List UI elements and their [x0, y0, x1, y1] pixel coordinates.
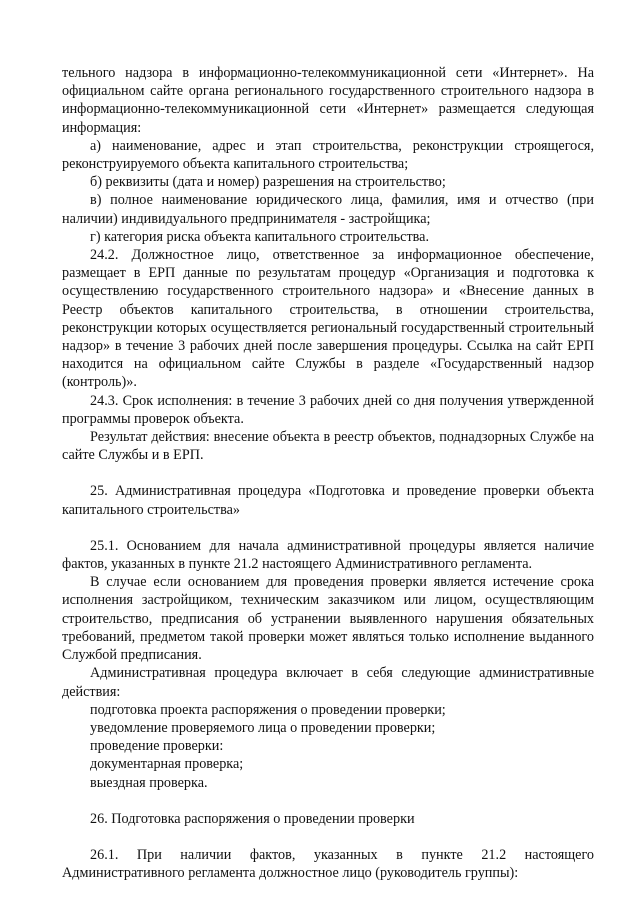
- paragraph-26-1: 26.1. При наличии фактов, указанных в пункте 21.2 настоящего Административного регламента должностное лицо (руководитель группы):: [62, 846, 594, 882]
- spacer: [62, 464, 594, 482]
- paragraph-25-1: 25.1. Основанием для начала административной процедуры является наличие фактов, указанных в пункте 21.2 настоящего Административного регламента.: [62, 537, 594, 573]
- action-item: документарная проверка;: [90, 756, 244, 773]
- action-item: подготовка проекта распоряжения о проведении проверки;: [90, 701, 446, 718]
- spacer: [62, 519, 594, 537]
- list-item-a: а) наименование, адрес и этап строительства, реконструкции строящегося, реконструируемого объекта капитального строительства;: [62, 137, 594, 173]
- spacer: [62, 828, 594, 846]
- paragraph-case: В случае если основанием для проведения проверки является истечение срока исполнения застройщиком, техническим заказчиком или лицом, осуществляющим строительство, предписания об устранении выявленного нарушения обязательных требований, предметом такой проверки может являться только исполнение выданного Службой предписания.: [62, 574, 594, 664]
- paragraph-intro: тельного надзора в информационно-телекоммуникационной сети «Интернет». На официальном сайте органа регионального государственного строительного надзора в информационно-телекоммуникационной сети «Интернет» размещается следующая информация:: [62, 65, 594, 136]
- action-item: уведомление проверяемого лица о проведении проверки;: [90, 719, 436, 736]
- section-heading-26: 26. Подготовка распоряжения о проведении проверки: [90, 810, 415, 827]
- list-item-g: г) категория риска объекта капитального строительства.: [90, 228, 429, 245]
- list-item-v: в) полное наименование юридического лица, фамилия, имя и отчество (при наличии) индивидуального предпринимателя - застройщика;: [62, 192, 594, 227]
- paragraph-procedure: Административная процедура включает в себя следующие административные действия:: [62, 665, 594, 700]
- paragraph-24-3: 24.3. Срок исполнения: в течение 3 рабочих дней со дня получения утвержденной программы проверок объекта.: [62, 392, 594, 427]
- section-heading-25: 25. Административная процедура «Подготовка и проведение проверки объекта капитального строительства»: [62, 483, 594, 518]
- list-item-b: б) реквизиты (дата и номер) разрешения на строительство;: [90, 174, 446, 191]
- paragraph-24-2: 24.2. Должностное лицо, ответственное за информационное обеспечение, размещает в ЕРП данные по результатам процедур «Организация и подготовка к осуществлению государственного строительного надзора» и «Внесение данных в Реестр объектов капитального строительства, в отношении строительства, реконструкции которых осуществляется региональный государственный строительный надзор» в течение 3 рабочих дней после завершения процедуры. Ссылка на сайт ЕРП находится на официальном сайте Службы в разделе «Государственный надзор (контроль)».: [62, 247, 594, 391]
- spacer: [62, 792, 594, 810]
- document-page: [62, 64, 594, 882]
- paragraph-result: Результат действия: внесение объекта в реестр объектов, поднадзорных Службе на сайте Службы и в ЕРП.: [62, 429, 594, 464]
- action-item: проведение проверки:: [90, 738, 224, 755]
- action-item: выездная проверка.: [90, 774, 208, 791]
